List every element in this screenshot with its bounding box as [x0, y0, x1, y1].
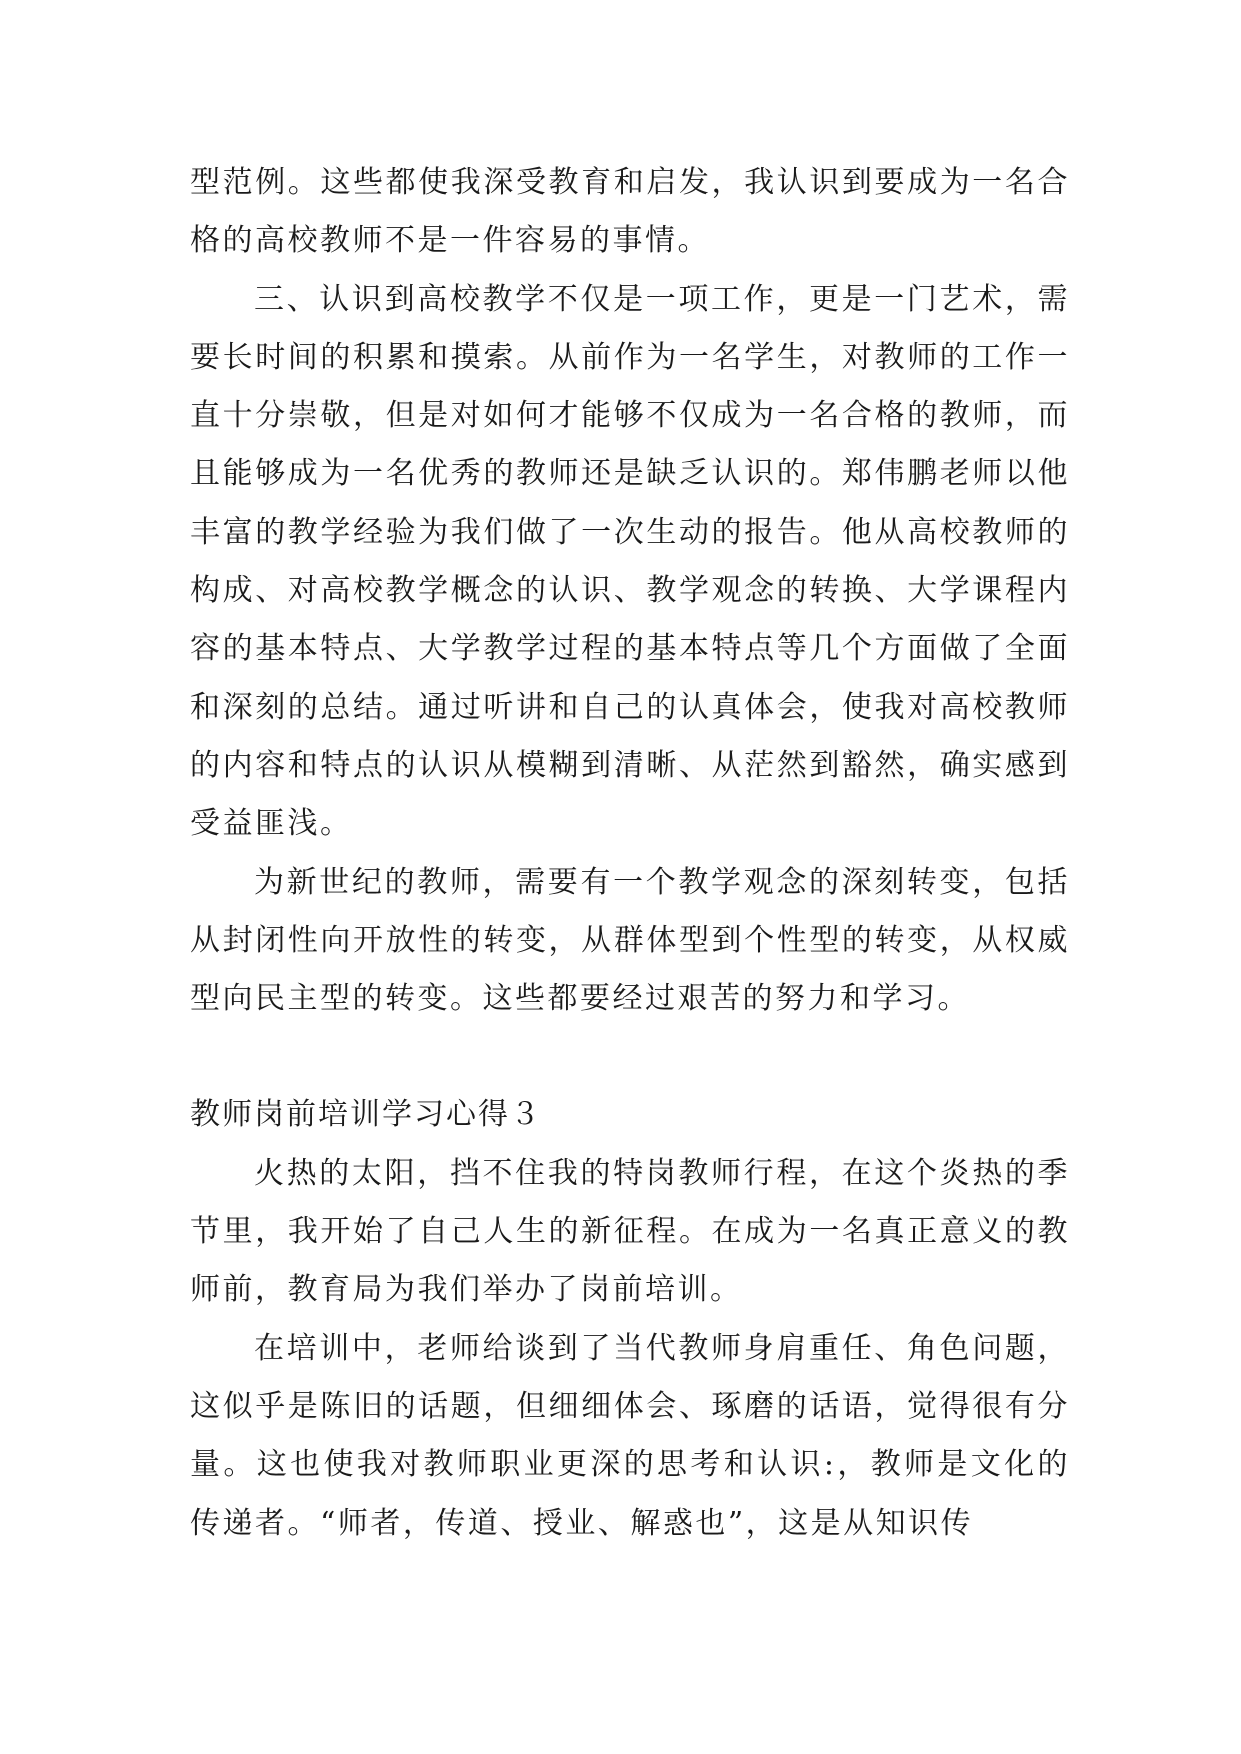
- paragraph-new-century-teacher: 为新世纪的教师，需要有一个教学观念的深刻转变，包括从封闭性向开放性的转变，从群体型到个性型的转变，从权威型向民主型的转变。这些都要经过艰苦的努力和学习。: [190, 864, 1070, 1017]
- paragraph-continuation: 型范例。这些都使我深受教育和启发，我认识到要成为一名合格的高校教师不是一件容易的事情。: [190, 165, 1070, 259]
- document-body: [190, 154, 1070, 1553]
- paragraph-training: 在培训中，老师给谈到了当代教师身肩重任、角色问题，这似乎是陈旧的话题，但细细体会、琢磨的话语，觉得很有分量。这也使我对教师职业更深的思考和认识:，教师是文化的传递者。“师者，传道、授业、解惑也”，这是从知识传: [190, 1330, 1070, 1541]
- paragraph-hot-sun: 火热的太阳，挡不住我的特岗教师行程，在这个炎热的季节里，我开始了自己人生的新征程。在成为一名真正意义的教师前，教育局为我们举办了岗前培训。: [190, 1155, 1070, 1308]
- paragraph-section-three: 三、认识到高校教学不仅是一项工作，更是一门艺术，需要长时间的积累和摸索。从前作为一名学生，对教师的工作一直十分崇敬，但是对如何才能够不仅成为一名合格的教师，而且能够成为一名优秀的教师还是缺乏认识的。郑伟鹏老师以他丰富的教学经验为我们做了一次生动的报告。他从高校教师的构成、对高校教学概念的认识、教学观念的转换、大学课程内容的基本特点、大学教学过程的基本特点等几个方面做了全面和深刻的总结。通过听讲和自己的认真体会，使我对高校教师的内容和特点的认识从模糊到清晰、从茫然到豁然，确实感到受益匪浅。: [190, 281, 1070, 842]
- section-heading: 教师岗前培训学习心得３: [190, 1097, 542, 1133]
